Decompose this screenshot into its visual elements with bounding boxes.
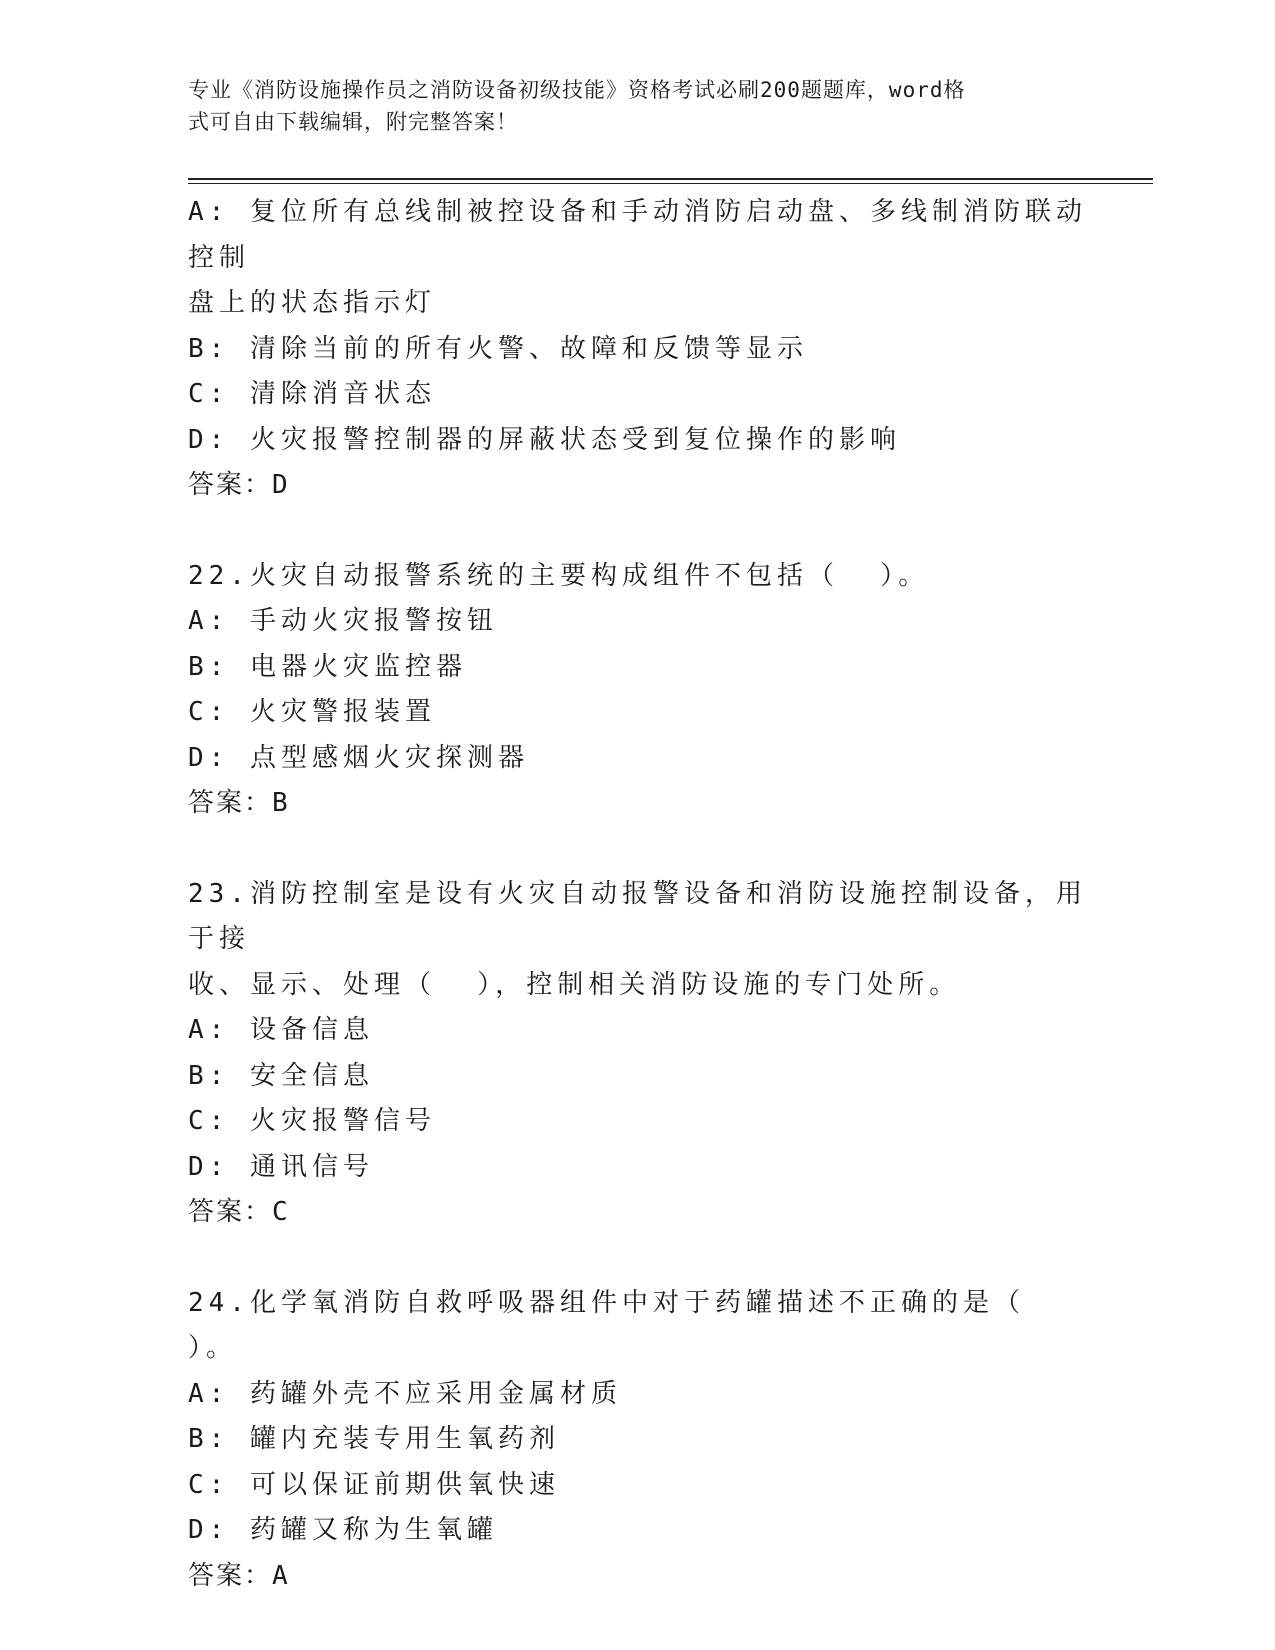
option-c: C: 清除消音状态 <box>188 379 436 409</box>
option-c: C: 可以保证前期供氧快速 <box>188 1469 560 1500</box>
header-divider-thick <box>188 178 1153 180</box>
question-list <box>188 190 1088 1599</box>
option-b: B: 清除当前的所有火警、故障和反馈等显示 <box>188 333 808 364</box>
question-text: 23.消防控制室是设有火灾自动报警设备和消防设施控制设备，用于接 <box>188 878 1087 954</box>
option-c: C: 火灾报警信号 <box>188 1106 436 1136</box>
option-a: A: 手动火灾报警按钮 <box>188 606 498 636</box>
option-d: D: 通讯信号 <box>188 1151 374 1182</box>
question-24-block <box>188 1281 1088 1600</box>
option-b: B: 安全信息 <box>188 1060 374 1091</box>
question-text: 24.化学氧消防自救呼吸器组件中对于药罐描述不正确的是（ ）。 <box>188 1287 1067 1363</box>
option-a: A: 药罐外壳不应采用金属材质 <box>188 1378 622 1409</box>
question-text: 22.火灾自动报警系统的主要构成组件不包括（ ）。 <box>188 560 930 591</box>
question-23-block <box>188 872 1088 1236</box>
answer-label: 答案：C <box>188 1197 290 1227</box>
option-b: B: 电器火灾监控器 <box>188 651 467 682</box>
option-d: D: 点型感烟火灾探测器 <box>188 742 529 773</box>
option-a: A: 设备信息 <box>188 1015 374 1045</box>
option-d: D: 火灾报警控制器的屏蔽状态受到复位操作的影响 <box>188 424 901 455</box>
header-line-2: 式可自由下载编辑，附完整答案！ <box>188 110 518 134</box>
header-divider-thin <box>188 183 1153 184</box>
document-header <box>188 74 1068 138</box>
option-a: A: 复位所有总线制被控设备和手动消防启动盘、多线制消防联动控制 <box>188 197 1087 273</box>
question-22-block <box>188 554 1088 827</box>
header-line-1: 专业《消防设施操作员之消防设备初级技能》资格考试必刷200题题库，word格 <box>188 78 966 102</box>
question-text-continued: 收、显示、处理（ ），控制相关消防设施的专门处所。 <box>188 969 961 1000</box>
option-c: C: 火灾警报装置 <box>188 697 436 727</box>
option-a-continued: 盘上的状态指示灯 <box>188 288 437 318</box>
answer-label: 答案：A <box>188 1560 290 1591</box>
option-d: D: 药罐又称为生氧罐 <box>188 1515 498 1545</box>
option-b: B: 罐内充装专用生氧药剂 <box>188 1424 560 1454</box>
question-21-block <box>188 190 1088 509</box>
answer-label: 答案：D <box>188 470 290 500</box>
answer-label: 答案：B <box>188 788 290 818</box>
